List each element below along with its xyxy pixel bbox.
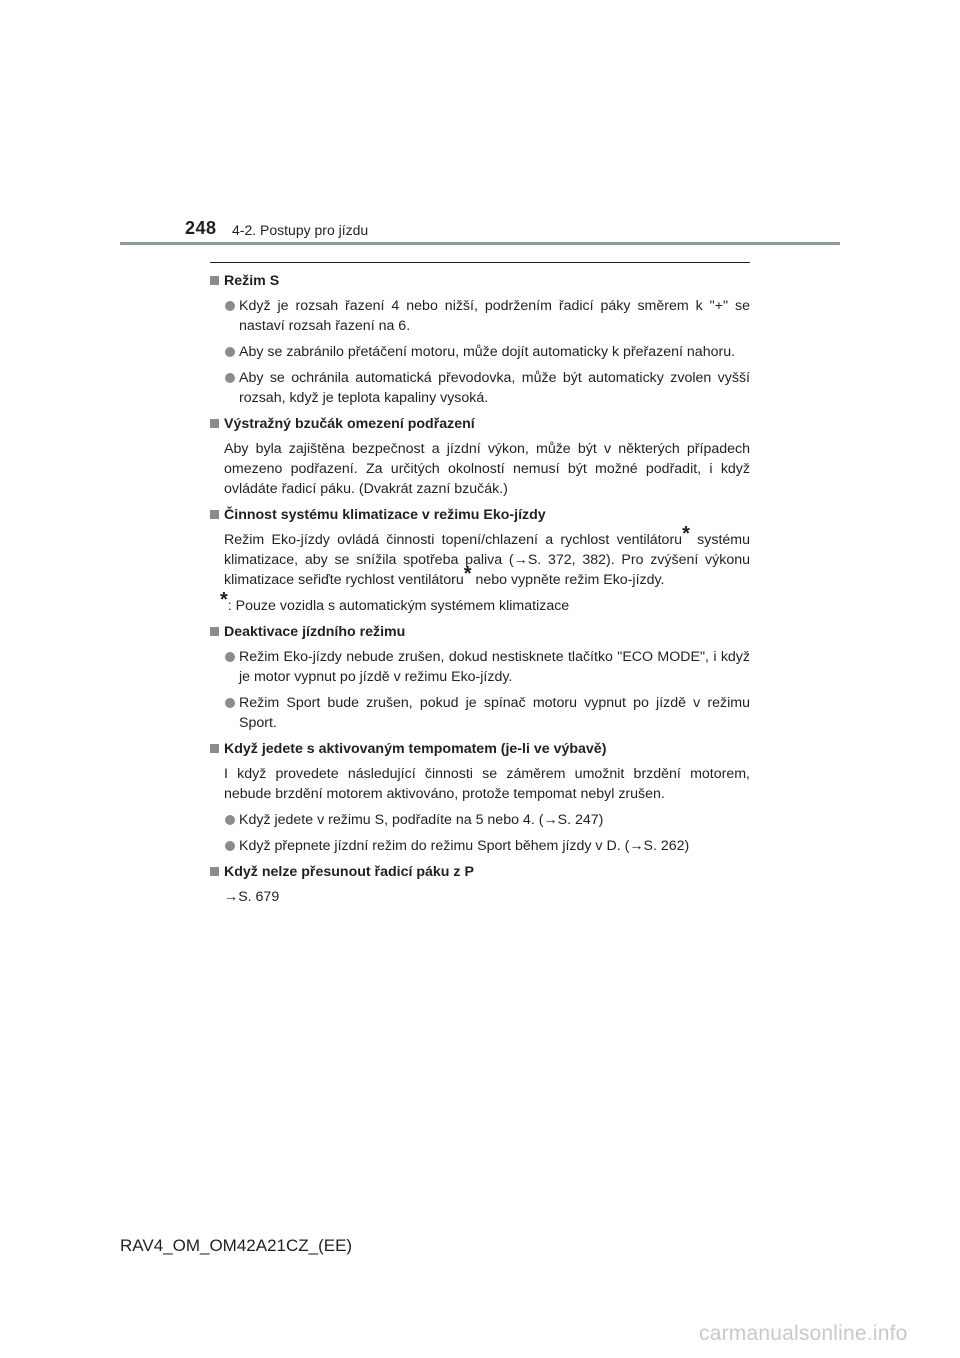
circle-bullet-icon: [225, 698, 235, 708]
list-item: Režim Eko-jízdy nebude zrušen, dokud nestisknete tlačítko "ECO MODE", i když je motor vypnut po jízdě v režimu Eko-jízdy.: [210, 647, 750, 687]
square-bullet-icon: [210, 276, 219, 285]
section-title: Výstražný bzučák omezení podřazení: [210, 414, 750, 434]
section-deaktivace: [210, 622, 750, 733]
circle-bullet-icon: [225, 841, 235, 851]
list-item: Aby se ochránila automatická převodovka, může být automaticky zvolen vyšší rozsah, když je teplota kapaliny vysoká.: [210, 368, 750, 408]
page-header: [0, 0, 960, 250]
asterisk-mark: *: [463, 563, 472, 585]
footnote-asterisk: *: [220, 589, 228, 611]
circle-bullet-icon: [225, 347, 235, 357]
circle-bullet-icon: [225, 301, 235, 311]
list-item: Když přepnete jízdní režim do režimu Sport během jízdy v D. (→S. 262): [210, 836, 750, 856]
square-bullet-icon: [210, 744, 219, 753]
chapter-title: 4-2. Postupy pro jízdu: [232, 222, 369, 238]
section-rezim-s: [210, 271, 750, 408]
square-bullet-icon: [210, 627, 219, 636]
section-text: Aby byla zajištěna bezpečnost a jízdní výkon, může být v některých případech omezeno podřazení. Za určitých okolností nemusí být možné podřadit, i když ovládáte řadicí páku. (Dvakrát zazní bzučák.): [224, 441, 750, 497]
section-radici-paka: [210, 862, 750, 907]
page-number: 248: [185, 218, 217, 238]
list-item: Aby se zabránilo přetáčení motoru, může dojít automaticky k přeřazení nahoru.: [210, 342, 750, 362]
section-title: Když jedete s aktivovaným tempomatem (je-li ve výbavě): [210, 739, 750, 759]
header-divider: [120, 242, 840, 245]
list-item: Když jedete v režimu S, podřadíte na 5 nebo 4. (→S. 247): [210, 810, 750, 830]
content-divider: [210, 262, 750, 263]
asterisk-mark: *: [682, 523, 690, 545]
footnote: *: Pouze vozidla s automatickým systémem klimatizace: [220, 589, 570, 614]
list-item: Režim Sport bude zrušen, pokud je spínač motoru vypnut po jízdě v režimu Sport.: [210, 693, 750, 733]
watermark: carmanualsonline.info: [699, 1322, 908, 1345]
circle-bullet-icon: [225, 652, 235, 662]
section-vystrazny-bzucak: [210, 414, 750, 499]
list-item: Když je rozsah řazení 4 nebo nižší, podržením řadicí páky směrem k "+" se nastaví rozsah řazení na 6.: [210, 296, 750, 336]
circle-bullet-icon: [225, 815, 235, 825]
section-klimatizace: [210, 505, 750, 616]
document-code: RAV4_OM_OM42A21CZ_(EE): [120, 1236, 353, 1255]
square-bullet-icon: [210, 510, 219, 519]
section-title: Činnost systému klimatizace v režimu Eko-jízdy: [210, 505, 750, 525]
section-title: Režim S: [210, 271, 750, 291]
section-title: Když nelze přesunout řadicí páku z P: [210, 862, 750, 882]
page-reference: →S. 679: [224, 889, 280, 905]
section-title: Deaktivace jízdního režimu: [210, 622, 750, 642]
page-content: [210, 262, 750, 913]
square-bullet-icon: [210, 419, 219, 428]
section-tempomat: [210, 739, 750, 856]
circle-bullet-icon: [225, 373, 235, 383]
section-text: Režim Eko-jízdy ovládá činnosti topení/chlazení a rychlost ventilátoru* systému klimatizace, aby se snížila spotřeba paliva (→S. 372, 382). Pro zvýšení výkonu klimatizace seřiďte rychlost ventilátoru* nebo vypněte režim Eko-jízdy.: [224, 523, 751, 588]
section-text: I když provedete následující činnosti se záměrem umožnit brzdění motorem, nebude brzdění motorem aktivováno, protože tempomat nebyl zrušen.: [224, 766, 750, 802]
square-bullet-icon: [210, 867, 219, 876]
